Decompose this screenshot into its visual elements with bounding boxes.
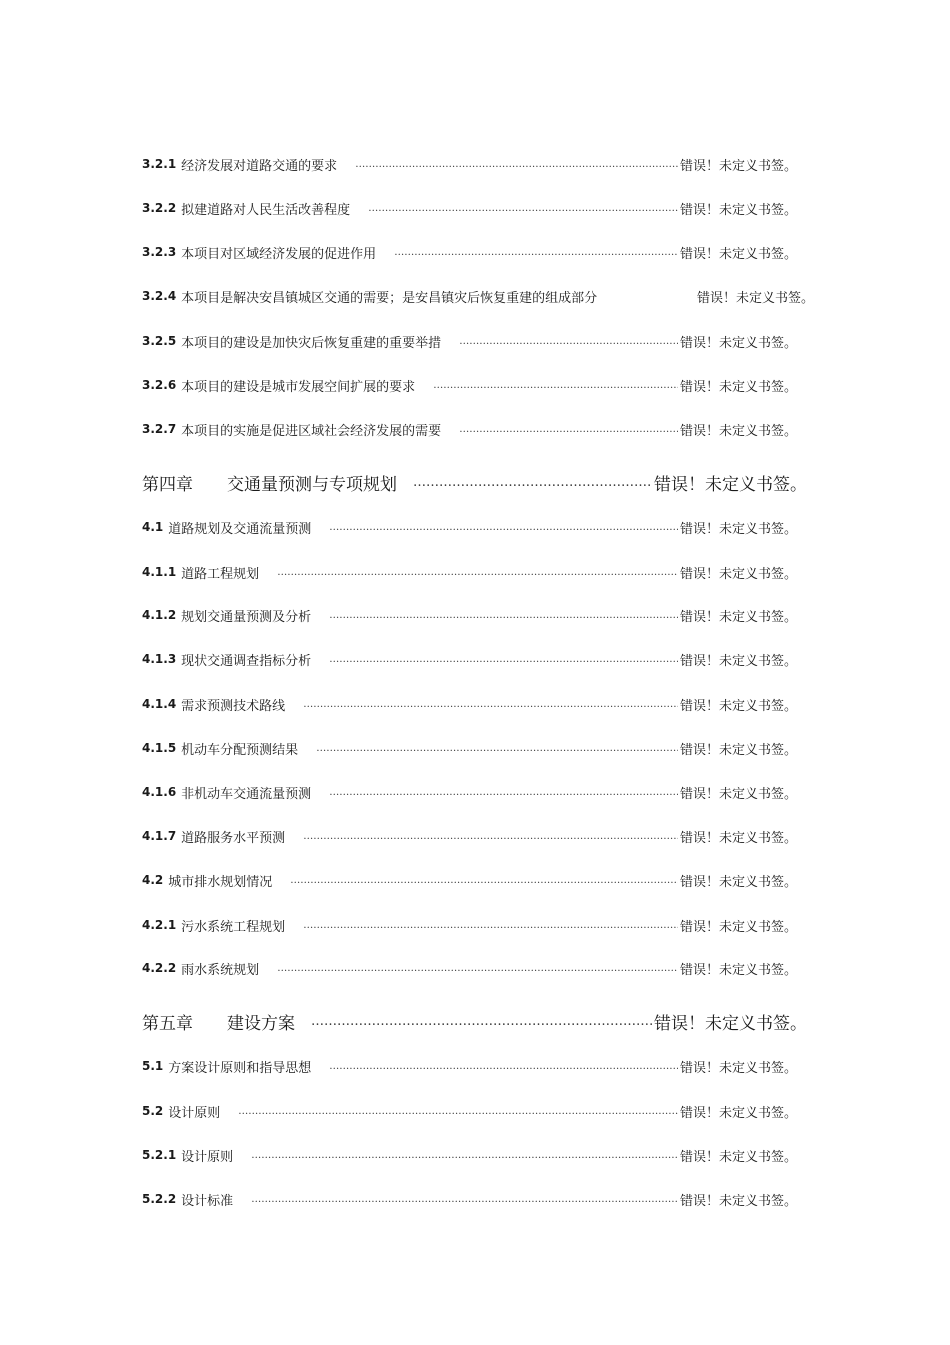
page-reference: 错误！未定义书签。	[679, 919, 797, 935]
toc-entry-4-1-3	[142, 647, 797, 671]
section-number: 3.2.5	[142, 334, 177, 348]
section-number: 5.2.1	[142, 1148, 177, 1162]
toc-entry-4-1-7	[142, 824, 797, 848]
toc-entry-3-2-1	[142, 152, 797, 176]
page-reference: 错误！未定义书签。	[696, 290, 814, 306]
page-reference: 错误！未定义书签。	[679, 742, 797, 758]
section-title: 本项目的实施是促进区域社会经济发展的需要	[181, 423, 442, 439]
toc-entry-4-2	[142, 868, 797, 892]
section-title: 道路服务水平预测	[181, 830, 286, 846]
toc-entry-5-2	[142, 1099, 797, 1123]
section-number: 4.2.1	[142, 918, 177, 932]
section-title: 需求预测技术路线	[181, 698, 286, 714]
page-reference: 错误！未定义书签。	[679, 1060, 797, 1076]
dot-leader	[368, 203, 678, 214]
section-number: 4.1.6	[142, 785, 177, 799]
section-title: 本项目是解决安昌镇城区交通的需要；是安昌镇灾后恢复重建的组成部分	[181, 290, 598, 306]
section-title: 现状交通调查指标分析	[181, 653, 312, 669]
dot-leader	[277, 963, 678, 974]
page-reference: 错误！未定义书签。	[679, 698, 797, 714]
section-number: 3.2.7	[142, 422, 177, 436]
toc-entry-3-2-5	[142, 329, 797, 353]
page-reference: 错误！未定义书签。	[679, 566, 797, 582]
section-number: 4.1.7	[142, 829, 177, 843]
section-title: 道路工程规划	[181, 566, 260, 582]
section-number: 4.1.2	[142, 608, 177, 622]
section-number: 4.2.2	[142, 961, 177, 975]
chapter-number: 第四章	[142, 474, 193, 495]
dot-leader	[251, 1194, 678, 1205]
toc-entry-5-2-2	[142, 1187, 797, 1211]
section-title: 设计原则	[168, 1105, 221, 1121]
section-number: 3.2.2	[142, 201, 177, 215]
dot-leader	[303, 699, 678, 710]
section-number: 5.2	[142, 1104, 164, 1118]
section-title: 拟建道路对人民生活改善程度	[181, 202, 351, 218]
section-title: 本项目对区域经济发展的促进作用	[181, 246, 377, 262]
toc-entry-4-1-5	[142, 736, 797, 760]
toc-entry-3-2-3	[142, 240, 797, 264]
dot-leader	[329, 522, 678, 533]
page-reference: 错误！未定义书签。	[679, 653, 797, 669]
section-number: 4.1.1	[142, 565, 177, 579]
toc-entry-4-1-1	[142, 560, 797, 584]
chapter-number: 第五章	[142, 1013, 193, 1034]
page-reference: 错误！未定义书签。	[679, 786, 797, 802]
page-reference: 错误！未定义书签。	[654, 474, 807, 495]
page-reference: 错误！未定义书签。	[679, 379, 797, 395]
section-number: 4.1.5	[142, 741, 177, 755]
page-reference: 错误！未定义书签。	[679, 1193, 797, 1209]
section-number: 3.2.1	[142, 157, 177, 171]
toc-entry-4-1	[142, 515, 797, 539]
section-number: 3.2.3	[142, 245, 177, 259]
section-number: 4.1.4	[142, 697, 177, 711]
page-reference: 错误！未定义书签。	[679, 158, 797, 174]
section-title: 城市排水规划情况	[168, 874, 273, 890]
toc-entry-4-2-1	[142, 913, 797, 937]
section-title: 设计原则	[181, 1149, 234, 1165]
toc-chapter-4	[142, 470, 807, 494]
chapter-title: 建设方案	[227, 1013, 295, 1034]
dot-leader	[329, 1061, 678, 1072]
section-number: 3.2.6	[142, 378, 177, 392]
section-title: 机动车分配预测结果	[181, 742, 299, 758]
page-reference: 错误！未定义书签。	[654, 1013, 807, 1034]
section-title: 经济发展对道路交通的要求	[181, 158, 338, 174]
dot-leader	[394, 247, 678, 258]
page-reference: 错误！未定义书签。	[679, 521, 797, 537]
dot-leader	[433, 380, 678, 391]
section-title: 规划交通量预测及分析	[181, 609, 312, 625]
toc-entry-5-1	[142, 1054, 797, 1078]
toc-entry-5-2-1	[142, 1143, 797, 1167]
dot-leader	[329, 654, 678, 665]
section-number: 5.1	[142, 1059, 164, 1073]
page-reference: 错误！未定义书签。	[679, 609, 797, 625]
section-title: 道路规划及交通流量预测	[168, 521, 312, 537]
toc-chapter-5	[142, 1009, 807, 1033]
toc-entry-4-1-6	[142, 780, 797, 804]
toc-entry-3-2-2	[142, 196, 797, 220]
dot-leader	[251, 1150, 678, 1161]
dot-leader	[355, 159, 678, 170]
dot-leader	[303, 920, 678, 931]
dot-leader	[316, 743, 678, 754]
page-reference: 错误！未定义书签。	[679, 202, 797, 218]
toc-entry-4-1-4	[142, 692, 797, 716]
dot-leader	[238, 1106, 678, 1117]
page-reference: 错误！未定义书签。	[679, 246, 797, 262]
dot-leader	[303, 831, 678, 842]
page-reference: 错误！未定义书签。	[679, 962, 797, 978]
page-reference: 错误！未定义书签。	[679, 423, 797, 439]
section-number: 4.2	[142, 873, 164, 887]
page-reference: 错误！未定义书签。	[679, 830, 797, 846]
section-number: 4.1.3	[142, 652, 177, 666]
toc-entry-4-2-2	[142, 956, 797, 980]
dot-leader	[290, 875, 678, 886]
toc-entry-4-1-2	[142, 603, 797, 627]
dot-leader	[459, 336, 678, 347]
section-title: 本项目的建设是城市发展空间扩展的要求	[181, 379, 416, 395]
section-number: 4.1	[142, 520, 164, 534]
section-title: 雨水系统规划	[181, 962, 260, 978]
section-title: 设计标准	[181, 1193, 234, 1209]
dot-leader	[329, 787, 678, 798]
dot-leader	[329, 610, 678, 621]
dot-leader	[311, 1014, 652, 1029]
dot-leader	[413, 475, 652, 490]
section-number: 3.2.4	[142, 289, 177, 303]
page-reference: 错误！未定义书签。	[679, 335, 797, 351]
section-title: 非机动车交通流量预测	[181, 786, 312, 802]
page-reference: 错误！未定义书签。	[679, 1105, 797, 1121]
page-reference: 错误！未定义书签。	[679, 1149, 797, 1165]
dot-leader	[277, 567, 678, 578]
section-title: 本项目的建设是加快灾后恢复重建的重要举措	[181, 335, 442, 351]
toc-entry-3-2-7	[142, 417, 797, 441]
toc-entry-3-2-4	[142, 284, 814, 308]
section-title: 方案设计原则和指导思想	[168, 1060, 312, 1076]
toc-entry-3-2-6	[142, 373, 797, 397]
section-title: 污水系统工程规划	[181, 919, 286, 935]
page-reference: 错误！未定义书签。	[679, 874, 797, 890]
section-number: 5.2.2	[142, 1192, 177, 1206]
chapter-title: 交通量预测与专项规划	[227, 474, 397, 495]
dot-leader	[459, 424, 678, 435]
